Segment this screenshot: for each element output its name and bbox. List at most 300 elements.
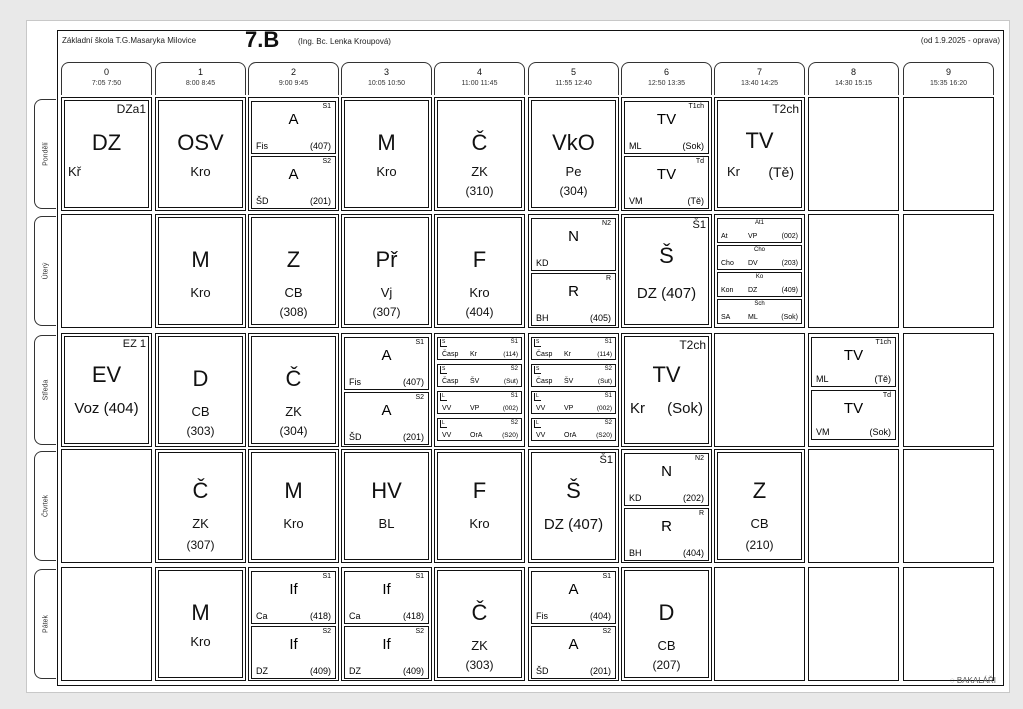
- group-label: T2ch: [772, 102, 799, 116]
- teacher: VP: [564, 405, 574, 412]
- lesson-cell[interactable]: [248, 214, 339, 328]
- lesson-cell-split[interactable]: [341, 567, 432, 681]
- lesson-half[interactable]: [531, 571, 616, 624]
- group-label: Ko: [755, 274, 764, 280]
- day-name: Úterý: [42, 262, 49, 280]
- teacher: OrA: [470, 432, 483, 439]
- group-mark: L: [534, 393, 541, 401]
- subject: VkO: [552, 130, 595, 155]
- teacher: ZK: [471, 164, 488, 179]
- lesson-half[interactable]: [344, 571, 429, 624]
- group-label: S1: [604, 339, 612, 345]
- subject: VV: [536, 405, 546, 412]
- lesson-cell[interactable]: [434, 97, 525, 211]
- room: (210): [745, 538, 774, 552]
- teacher: ŠV: [470, 378, 480, 385]
- teacher: CB: [284, 285, 303, 300]
- subject: HV: [371, 478, 402, 503]
- day-label-3: [34, 451, 56, 561]
- lesson-half[interactable]: [624, 508, 709, 561]
- subject: F: [472, 247, 487, 272]
- period-header-2: [248, 62, 339, 95]
- lesson-cell[interactable]: [434, 214, 525, 328]
- lesson-half[interactable]: [251, 571, 336, 624]
- group-label: Š1: [692, 219, 706, 231]
- teacher: VM: [816, 427, 830, 437]
- lesson-half[interactable]: [531, 218, 616, 271]
- lesson-cell[interactable]: [155, 214, 246, 328]
- group-lesson[interactable]: [531, 337, 616, 360]
- period-header-9: [903, 62, 994, 95]
- room: (407): [402, 377, 424, 387]
- teacher: Kro: [469, 516, 490, 531]
- period-header-7: [714, 62, 805, 95]
- teacher: Fis: [256, 141, 268, 151]
- room: (201): [402, 432, 424, 442]
- lesson-cell-split[interactable]: [341, 333, 432, 447]
- subject: Š: [566, 478, 581, 503]
- subject: Č: [192, 478, 209, 503]
- subject: If: [382, 581, 391, 598]
- subject: VV: [442, 405, 452, 412]
- room: (304): [279, 424, 308, 438]
- teacher: DV: [748, 260, 758, 267]
- room: (409): [309, 666, 331, 676]
- lesson-cell[interactable]: [434, 449, 525, 563]
- teacher: ZK: [192, 516, 209, 531]
- lesson-cell[interactable]: [621, 567, 712, 681]
- room: (002): [502, 405, 518, 412]
- subject: Č: [285, 366, 302, 391]
- lesson-half[interactable]: [624, 453, 709, 506]
- subject: F: [472, 478, 487, 503]
- teacher: CB: [657, 638, 676, 653]
- teacher: Kr: [630, 400, 645, 417]
- group-label: R: [605, 275, 611, 282]
- teacher: VP: [748, 233, 758, 240]
- room: (303): [186, 424, 215, 438]
- group-label: S2: [322, 628, 331, 635]
- teacher: Fis: [349, 377, 361, 387]
- day-label-2: [34, 335, 56, 445]
- room: (310): [465, 184, 494, 198]
- lesson-cell-split[interactable]: [621, 449, 712, 563]
- subject: TV: [745, 128, 774, 153]
- group-label: S2: [415, 394, 424, 401]
- room: (409): [781, 287, 798, 294]
- lesson-cell-split[interactable]: [621, 97, 712, 211]
- subject: EV: [91, 362, 122, 387]
- room: (404): [682, 548, 704, 558]
- teacher: KD: [629, 493, 642, 503]
- subject: VV: [442, 432, 452, 439]
- period-time: 12:50 13:35: [648, 80, 685, 87]
- subject: Časp: [536, 351, 553, 358]
- room: (Sok): [667, 400, 703, 417]
- subject: M: [191, 247, 210, 272]
- group-label: S1: [322, 573, 331, 580]
- subject: N: [568, 228, 579, 245]
- room: (307): [186, 538, 215, 552]
- group-label: S2: [604, 420, 612, 426]
- room: (201): [589, 666, 611, 676]
- subject: R: [661, 518, 672, 535]
- subject: Časp: [536, 378, 553, 385]
- subject: A: [568, 636, 579, 653]
- room: (308): [279, 305, 308, 319]
- subject: TV: [843, 347, 864, 364]
- bakalari-logo: ◌ BAKALÁŘI: [949, 676, 996, 685]
- lesson-cell[interactable]: [714, 97, 805, 211]
- lesson-cell-split[interactable]: [528, 214, 619, 328]
- period-header-4: [434, 62, 525, 95]
- group-label: S2: [510, 366, 518, 372]
- group-label: EZ 1: [122, 338, 146, 350]
- room: (Tě): [768, 164, 794, 180]
- subject: M: [377, 130, 396, 155]
- teacher: Kr: [727, 164, 740, 179]
- subject: A: [568, 581, 579, 598]
- room: (114): [597, 351, 612, 358]
- period-header-5: [528, 62, 619, 95]
- teacher: Kř: [68, 164, 81, 179]
- room: (418): [402, 611, 424, 621]
- subject: Př: [375, 247, 398, 272]
- empty-cell[interactable]: [903, 214, 994, 328]
- room: (405): [589, 313, 611, 323]
- teacher: Pe: [565, 164, 582, 179]
- group-mark: S: [442, 339, 446, 345]
- room: (203): [781, 260, 798, 267]
- teacher: ZK: [285, 404, 302, 419]
- group-lesson[interactable]: [531, 364, 616, 387]
- lesson-cell[interactable]: [155, 97, 246, 211]
- teacher: Kro: [190, 285, 211, 300]
- group-label: S1: [415, 339, 424, 346]
- teacher: ŠD: [536, 666, 549, 676]
- lesson-half[interactable]: [251, 156, 336, 209]
- empty-cell[interactable]: [714, 567, 805, 681]
- lesson-cell-multi[interactable]: [528, 333, 619, 447]
- room: DZ (407): [636, 285, 697, 302]
- lesson-half[interactable]: [344, 337, 429, 390]
- room: (303): [465, 658, 494, 672]
- lesson-cell[interactable]: [155, 567, 246, 681]
- subject: A: [381, 347, 392, 364]
- lesson-half[interactable]: [624, 101, 709, 154]
- group-lesson[interactable]: [717, 272, 802, 297]
- lesson-cell[interactable]: [248, 449, 339, 563]
- group-lesson[interactable]: [437, 391, 522, 414]
- lesson-cell[interactable]: [621, 214, 712, 328]
- subject: M: [284, 478, 303, 503]
- empty-cell[interactable]: [61, 567, 152, 681]
- group-mark: L: [440, 420, 447, 428]
- group-label: N2: [602, 220, 611, 227]
- group-lesson[interactable]: [437, 418, 522, 441]
- logo-text: BAKALÁŘI: [956, 676, 996, 685]
- class-teacher: (Ing. Bc. Lenka Kroupová): [298, 37, 391, 46]
- room: (409): [402, 666, 424, 676]
- teacher: VP: [470, 405, 480, 412]
- lesson-half[interactable]: [251, 101, 336, 154]
- group-label: S1: [510, 393, 518, 399]
- group-mark: S: [536, 366, 540, 372]
- lesson-cell[interactable]: [528, 449, 619, 563]
- room: (Sut): [503, 378, 518, 385]
- room: (Sut): [597, 378, 612, 385]
- group-mark: S: [536, 339, 540, 345]
- group-label: S2: [415, 628, 424, 635]
- teacher: ZK: [471, 638, 488, 653]
- lesson-cell[interactable]: [341, 214, 432, 328]
- teacher: ŠD: [349, 432, 362, 442]
- period-time: 7:05 7:50: [91, 80, 122, 87]
- lesson-cell[interactable]: [248, 333, 339, 447]
- teacher: ŠV: [564, 378, 574, 385]
- empty-cell[interactable]: [903, 567, 994, 681]
- period-time: 9:00 9:45: [278, 80, 309, 87]
- subject: Č: [471, 130, 488, 155]
- teacher: Ca: [256, 611, 268, 621]
- lesson-cell[interactable]: [714, 449, 805, 563]
- group-label: Td: [882, 392, 891, 399]
- teacher: CB: [750, 516, 769, 531]
- teacher: Kro: [190, 164, 211, 179]
- lesson-half[interactable]: [531, 273, 616, 326]
- room: (Sok): [682, 141, 704, 151]
- lesson-cell-multi[interactable]: [714, 214, 805, 328]
- period-number: 6: [663, 67, 669, 77]
- teacher: VM: [629, 196, 643, 206]
- teacher: Kro: [469, 285, 490, 300]
- room: (Sok): [869, 427, 891, 437]
- subject: Časp: [442, 351, 459, 358]
- room: (304): [559, 184, 588, 198]
- group-label: At1: [754, 220, 764, 226]
- room: (Tě): [687, 196, 704, 206]
- lesson-half[interactable]: [251, 626, 336, 679]
- lesson-cell[interactable]: [61, 97, 152, 211]
- group-mark: S: [442, 366, 446, 372]
- subject: DZ: [91, 130, 122, 155]
- empty-cell[interactable]: [903, 97, 994, 211]
- group-label: T1ch: [688, 103, 704, 110]
- period-number: 7: [756, 67, 762, 77]
- teacher: DZ: [349, 666, 361, 676]
- period-time: 15:35 16:20: [930, 80, 967, 87]
- group-mark: L: [534, 420, 541, 428]
- lesson-half[interactable]: [344, 626, 429, 679]
- lesson-cell[interactable]: [434, 567, 525, 681]
- group-lesson[interactable]: [717, 218, 802, 243]
- teacher: Vj: [380, 285, 393, 300]
- subject: Cho: [721, 260, 734, 267]
- teacher: Kro: [376, 164, 397, 179]
- subject: D: [192, 366, 209, 391]
- period-number: 8: [850, 67, 856, 77]
- subject: A: [381, 402, 392, 419]
- room: (S20): [502, 432, 518, 439]
- group-label: Š1: [599, 454, 613, 466]
- teacher: ML: [629, 141, 642, 151]
- lesson-cell[interactable]: [341, 449, 432, 563]
- empty-cell[interactable]: [808, 449, 899, 563]
- day-name: Pondělí: [42, 142, 49, 166]
- empty-cell[interactable]: [808, 214, 899, 328]
- empty-cell[interactable]: [808, 567, 899, 681]
- group-label: S2: [602, 628, 611, 635]
- empty-cell[interactable]: [714, 333, 805, 447]
- lesson-cell-split[interactable]: [528, 567, 619, 681]
- lesson-half[interactable]: [344, 392, 429, 445]
- lesson-cell[interactable]: [61, 333, 152, 447]
- room: (Tě): [874, 374, 891, 384]
- room: (407): [309, 141, 331, 151]
- group-label: T2ch: [679, 338, 706, 352]
- teacher: Kro: [283, 516, 304, 531]
- room: (114): [503, 351, 518, 358]
- empty-cell[interactable]: [808, 97, 899, 211]
- subject: VV: [536, 432, 546, 439]
- subject: Č: [471, 600, 488, 625]
- period-header-1: [155, 62, 246, 95]
- valid-from: (od 1.9.2025 - oprava): [920, 36, 1000, 45]
- teacher: CB: [191, 404, 210, 419]
- subject: Kon: [721, 287, 734, 294]
- period-number: 0: [103, 67, 109, 77]
- room: (S20): [596, 432, 612, 439]
- day-label-0: [34, 99, 56, 209]
- subject: A: [288, 111, 299, 128]
- subject: TV: [843, 400, 864, 417]
- teacher: Fis: [536, 611, 548, 621]
- room: (404): [589, 611, 611, 621]
- teacher: BH: [629, 548, 642, 558]
- empty-cell[interactable]: [903, 449, 994, 563]
- subject: TV: [656, 111, 677, 128]
- group-lesson[interactable]: [437, 364, 522, 387]
- day-name: Středa: [42, 379, 49, 401]
- room: (307): [372, 305, 401, 319]
- room: (404): [465, 305, 494, 319]
- teacher: OrA: [564, 432, 577, 439]
- teacher: ML: [748, 314, 758, 321]
- subject: If: [289, 581, 298, 598]
- period-header-0: [61, 62, 152, 95]
- group-label: Sch: [754, 301, 765, 307]
- group-label: S1: [510, 339, 518, 345]
- subject: If: [289, 636, 298, 653]
- teacher: Kro: [190, 634, 211, 649]
- subject: A: [288, 166, 299, 183]
- group-lesson[interactable]: [531, 418, 616, 441]
- teacher: KD: [536, 258, 549, 268]
- subject: TV: [656, 166, 677, 183]
- lesson-cell-split[interactable]: [248, 567, 339, 681]
- subject: D: [658, 600, 675, 625]
- lesson-cell-multi[interactable]: [434, 333, 525, 447]
- lesson-half[interactable]: [624, 156, 709, 209]
- group-label: Td: [695, 158, 704, 165]
- teacher: DZ: [748, 287, 758, 294]
- group-label: S1: [602, 573, 611, 580]
- period-time: 11:00 11:45: [461, 80, 498, 87]
- group-label: S1: [415, 573, 424, 580]
- period-header-8: [808, 62, 899, 95]
- period-time: 10:05 10:50: [368, 80, 405, 87]
- room: (002): [596, 405, 612, 412]
- teacher: BL: [378, 516, 395, 531]
- lesson-half[interactable]: [811, 390, 896, 440]
- lesson-cell[interactable]: [528, 97, 619, 211]
- period-number: 3: [383, 67, 389, 77]
- teacher: BH: [536, 313, 549, 323]
- group-mark: L: [440, 393, 447, 401]
- subject: Z: [286, 247, 301, 272]
- group-lesson[interactable]: [531, 391, 616, 414]
- day-name: Pátek: [42, 615, 49, 633]
- lesson-cell[interactable]: [155, 333, 246, 447]
- subject: R: [568, 283, 579, 300]
- room: DZ (407): [543, 516, 604, 533]
- empty-cell[interactable]: [61, 449, 152, 563]
- day-name: Čtvrtek: [42, 494, 49, 518]
- teacher: Kr: [564, 351, 571, 358]
- group-label: Cho: [753, 247, 765, 253]
- lesson-cell[interactable]: [155, 449, 246, 563]
- period-time: 13:40 14:25: [741, 80, 778, 87]
- group-label: S2: [604, 366, 612, 372]
- room: (202): [682, 493, 704, 503]
- subject: Časp: [442, 378, 459, 385]
- school-name: Základní škola T.G.Masaryka Milovice: [62, 36, 197, 45]
- period-time: 11:55 12:40: [555, 80, 592, 87]
- room: (Sok): [781, 314, 798, 321]
- subject: N: [661, 463, 672, 480]
- subject: OSV: [177, 130, 224, 155]
- lesson-cell-split[interactable]: [248, 97, 339, 211]
- teacher: Kr: [470, 351, 477, 358]
- lesson-half[interactable]: [811, 337, 896, 387]
- lesson-half[interactable]: [531, 626, 616, 679]
- group-label: S2: [510, 420, 518, 426]
- teacher: ŠD: [256, 196, 269, 206]
- group-label: S2: [322, 158, 331, 165]
- lesson-cell-split[interactable]: [808, 333, 899, 447]
- empty-cell[interactable]: [903, 333, 994, 447]
- group-lesson[interactable]: [717, 299, 802, 324]
- subject: Š: [659, 243, 674, 268]
- group-label: S1: [604, 393, 612, 399]
- period-time: 14:30 15:15: [835, 80, 872, 87]
- room: (002): [781, 233, 798, 240]
- subject: SA: [721, 314, 731, 321]
- group-label: S1: [322, 103, 331, 110]
- group-lesson[interactable]: [437, 337, 522, 360]
- group-label: N2: [695, 455, 704, 462]
- group-lesson[interactable]: [717, 245, 802, 270]
- room: Voz (404): [74, 400, 139, 417]
- lesson-cell[interactable]: [621, 333, 712, 447]
- period-time: 8:00 8:45: [185, 80, 216, 87]
- lesson-cell[interactable]: [341, 97, 432, 211]
- room: (201): [309, 196, 331, 206]
- group-label: DZa1: [116, 102, 146, 116]
- empty-cell[interactable]: [61, 214, 152, 328]
- day-label-4: [34, 569, 56, 679]
- teacher: Ca: [349, 611, 361, 621]
